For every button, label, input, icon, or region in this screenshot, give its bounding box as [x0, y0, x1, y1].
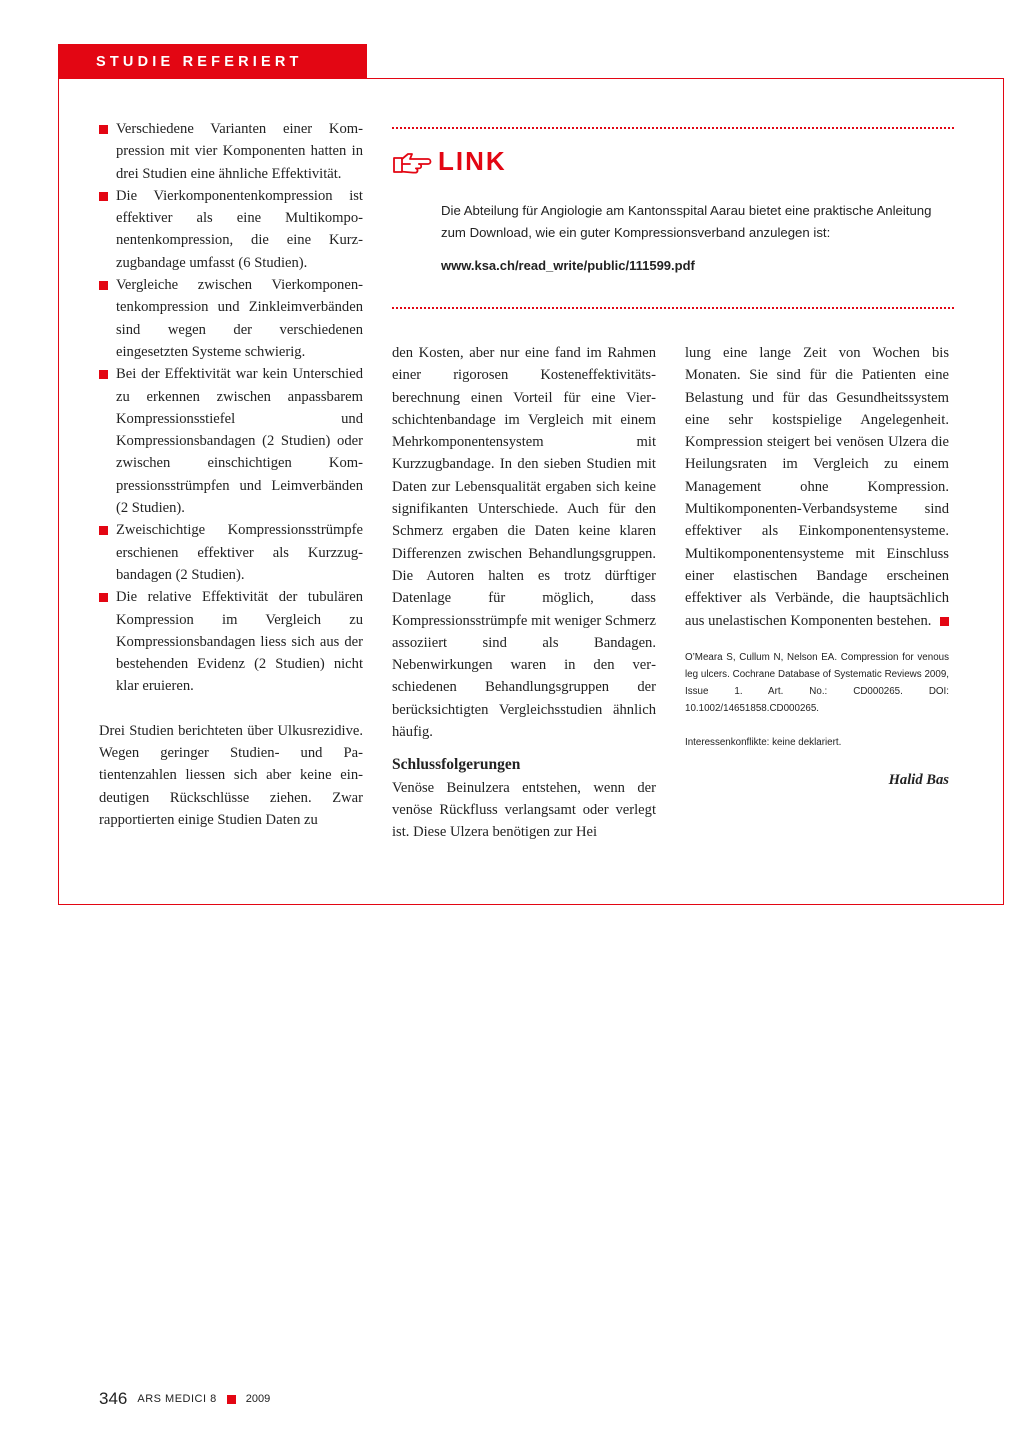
author-name: Halid Bas — [888, 771, 949, 788]
page-number: 346 — [99, 1389, 128, 1408]
pointing-hand-icon — [392, 149, 432, 175]
body-paragraph: Drei Studien berichteten über Ulkusrezidive. Wegen geringer Studien- und Patientenzahlen liessen sich aber keine eindeutigen Rückschlüsse ziehen. Zwar rapportierten einige Studien Daten zu — [99, 722, 363, 828]
body-paragraph: den Kosten, aber nur eine fand im Rahmen einer rigorosen Kosteneffektivitätsberechnung einen Vorteil für eine Vierschichtenbandage im Vergleich mit einem Mehrkomponentensystem mit Kurzzugbandage. In den sieben Studien mit Daten zur Lebensqualität ergaben sich keine signifikanten Unterschiede. Auch für den Schmerz ergaben die Daten keine klaren Differenzen zwischen Behandlungsgruppen. Die Autoren halten es trotz dürftiger Datenlage für möglich, dass Kompressionsstrümpfe mit weniger Schmerz assoziiert sind als Bandagen. Nebenwirkungen waren in den verschiedenen Behandlungsgruppen der berücksichtigten Vergleichsstudien ähnlich häufig. — [392, 345, 656, 741]
list-item — [99, 519, 363, 586]
dotted-divider — [392, 307, 954, 309]
result-bullet-list — [99, 118, 363, 698]
link-description: Die Abteilung für Angiologie am Kantonsspital Aarau bietet eine praktische Anleitung zum Download, wie ein guter Kompressionsverband anzulegen ist: — [441, 203, 932, 241]
bullet-square-icon — [99, 192, 108, 201]
section-heading: Schlussfolgerungen — [392, 756, 521, 774]
list-item — [99, 586, 363, 697]
list-item — [99, 274, 363, 363]
footer-square-icon — [227, 1395, 236, 1404]
bullet-text: Zweischichtige Kompressionsstrümpfe erschienen effektiver als Kurzzugbandagen (2 Studien). — [116, 522, 363, 583]
bullet-square-icon — [99, 370, 108, 379]
body-paragraph — [685, 342, 949, 632]
list-item — [99, 118, 363, 185]
bullet-text: Verschiedene Varianten einer Kompression mit vier Komponenten hatten in drei Studien eine ähnliche Effektivität. — [116, 121, 363, 182]
body-paragraph: Venöse Beinulzera entstehen, wenn der venöse Rückfluss verlangsamt oder verlegt ist. Diese Ulzera benötigen zur Hei — [392, 779, 656, 841]
column-1 — [99, 118, 363, 831]
download-link[interactable]: www.ksa.ch/read_write/public/111599.pdf — [441, 258, 695, 273]
section-label: STUDIE REFERIERT — [58, 44, 367, 78]
journal-name: ARS MEDICI 8 — [137, 1393, 217, 1405]
bullet-square-icon — [99, 281, 108, 290]
link-heading — [392, 146, 507, 177]
bullet-text: Die relative Effektivität der tubulären Kompression im Vergleich zu Kompressionsbandagen liess sich aus der bestehenden Evidenz (2 Studien) nicht klar eruieren. — [116, 589, 363, 695]
bullet-text: Die Vierkomponentenkompression ist effektiver als eine Multikomponentenkompression, die eine Kurzzugbandage umfasst (6 Studien). — [116, 187, 363, 271]
bullet-text: Bei der Effektivität war kein Unterschied zu erkennen zwischen anpassbarem Kompressionsstiefel und Kompressionsbandagen (2 Studien) oder zwischen einschichtigen Kompressionsstrümpfen und Leimverbänden (2 Studien). — [116, 366, 363, 517]
conclusion-text: lung eine lange Zeit von Wochen bis Monaten. Sie sind für die Patienten eine Belastung und für das Gesundheitssystem eine sehr kostspielige Angelegenheit. Kompression steigert bei venösen Ulzera die Heilungsraten im Vergleich zu einem Management ohne Kompression. Multikomponenten-Verbandsysteme sind effektiver als Einkomponentensysteme. Multikomponentensysteme mit Einschluss einer elastischen Bandage erscheinen effektiver als Verbände, die hauptsächlich aus unelastischen Komponenten bestehen. — [685, 345, 949, 629]
dotted-divider — [392, 127, 954, 129]
reference: O’Meara S, Cullum N, Nelson EA. Compression for venous leg ulcers. Cochrane Database of Systematic Reviews 2009, Issue 1. Art. No.: CD000265. DOI: 10.1002/14651858.CD000265. — [685, 651, 949, 714]
bullet-square-icon — [99, 125, 108, 134]
bullet-square-icon — [99, 593, 108, 602]
list-item — [99, 185, 363, 274]
end-square-icon — [940, 617, 949, 626]
link-title: LINK — [438, 146, 507, 176]
bullet-square-icon — [99, 526, 108, 535]
column-3 — [685, 342, 949, 791]
bullet-text: Vergleiche zwischen Vierkomponentenkompression und Zinkleimverbänden sind wegen der verschiedenen eingesetzten Systeme schwierig. — [116, 277, 363, 360]
column-2 — [392, 342, 656, 844]
link-box — [392, 127, 954, 310]
list-item — [99, 363, 363, 519]
conflict-of-interest: Interessenkonflikte: keine deklariert. — [685, 736, 842, 748]
page-footer — [99, 1389, 270, 1409]
issue-year: 2009 — [245, 1393, 271, 1405]
